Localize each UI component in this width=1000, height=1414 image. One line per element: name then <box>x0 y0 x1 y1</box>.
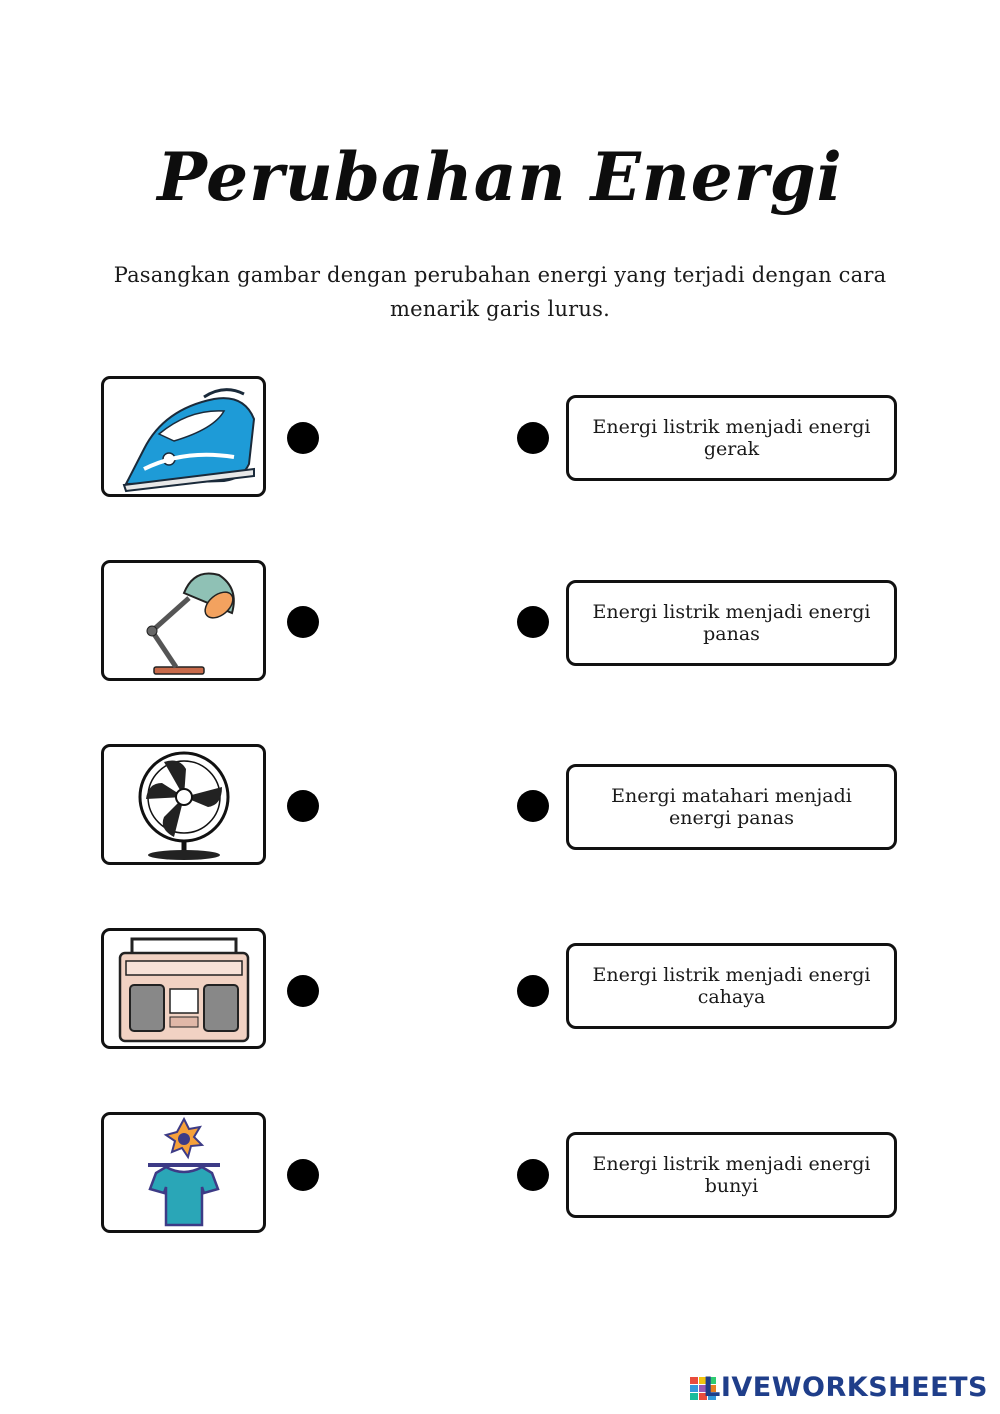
picture-card-iron <box>101 376 266 497</box>
option-dot-1[interactable] <box>517 422 549 454</box>
option-dot-3[interactable] <box>517 790 549 822</box>
picture-card-lamp <box>101 560 266 681</box>
picture-dot-4[interactable] <box>287 975 319 1007</box>
option-card-4 <box>566 943 897 1029</box>
picture-dot-5[interactable] <box>287 1159 319 1191</box>
fan-icon <box>104 747 263 862</box>
sun-dried-shirt-icon <box>104 1115 263 1230</box>
option-dot-4[interactable] <box>517 975 549 1007</box>
picture-card-fan <box>101 744 266 865</box>
picture-card-shirt <box>101 1112 266 1233</box>
picture-dot-2[interactable] <box>287 606 319 638</box>
radio-icon <box>104 931 263 1046</box>
option-text: Energi listrik menjadi energi bunyi <box>592 1153 871 1197</box>
brand-watermark: LIVEWORKSHEETS <box>703 1372 988 1403</box>
option-card-5 <box>566 1132 897 1218</box>
option-dot-5[interactable] <box>517 1159 549 1191</box>
desk-lamp-icon <box>104 563 263 678</box>
iron-icon <box>104 379 263 494</box>
option-card-3 <box>566 764 897 850</box>
picture-dot-1[interactable] <box>287 422 319 454</box>
picture-dot-3[interactable] <box>287 790 319 822</box>
option-dot-2[interactable] <box>517 606 549 638</box>
option-text: Energi matahari menjadi energi panas <box>611 785 852 829</box>
option-text: Energi listrik menjadi energi cahaya <box>592 964 871 1008</box>
option-text: Energi listrik menjadi energi panas <box>592 601 871 645</box>
option-card-1 <box>566 395 897 481</box>
instruction-text: Pasangkan gambar dengan perubahan energi yang terjadi dengan cara menarik garis lurus. <box>113 263 887 321</box>
option-text: Energi listrik menjadi energi gerak <box>592 416 871 460</box>
picture-card-radio <box>101 928 266 1049</box>
page-title: Perubahan Energi <box>157 138 843 216</box>
option-card-2 <box>566 580 897 666</box>
